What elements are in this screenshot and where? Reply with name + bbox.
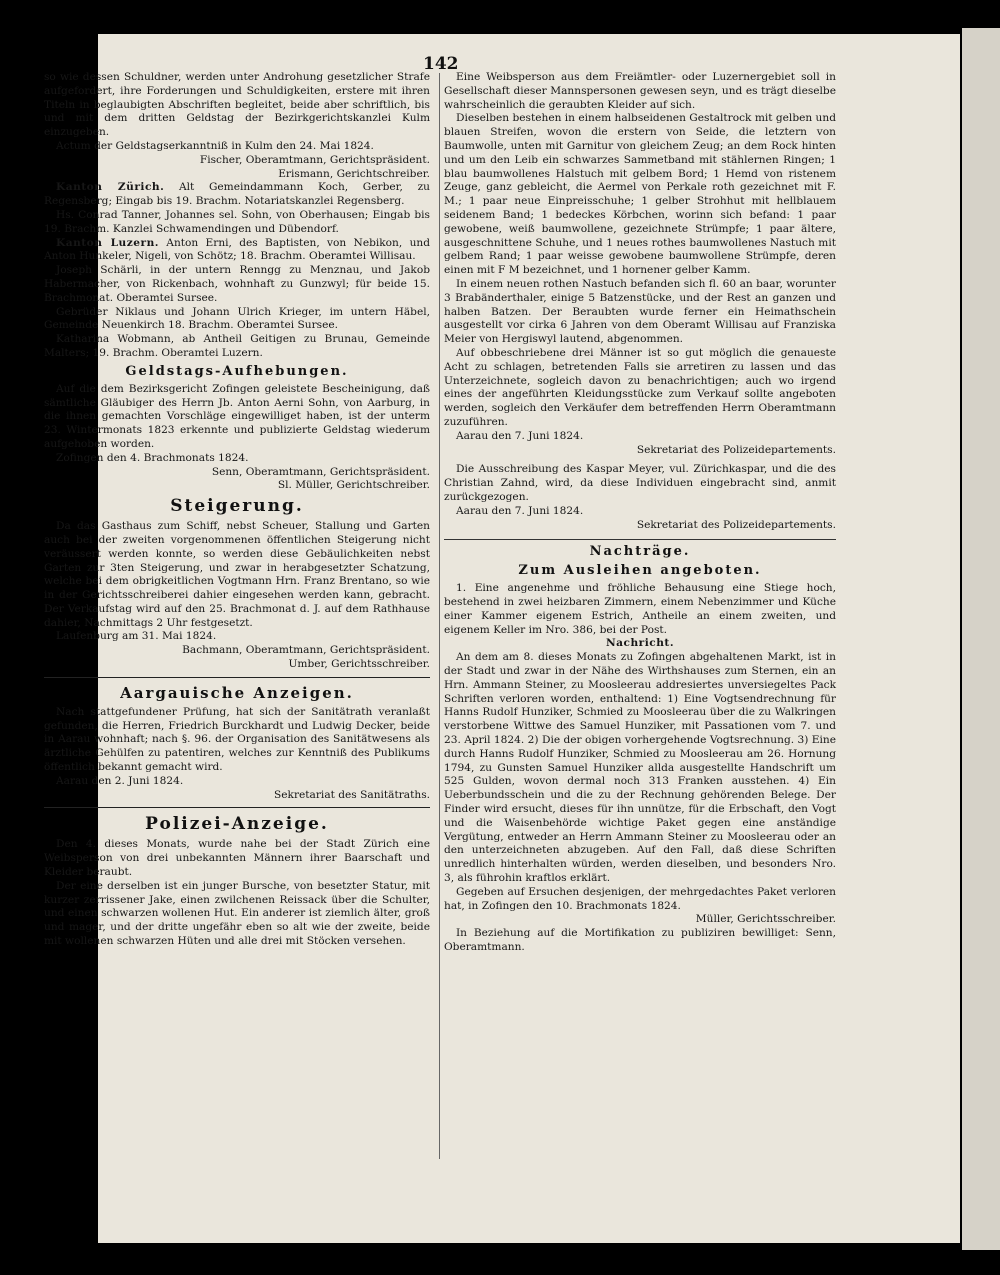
intro-date: Actum der Geldstagserkanntniß in Kulm den 24. Mai 1824. (56, 139, 374, 152)
luzern-text: Anton Erni, des Baptisten, von Nebikon, und Anton Hunkeler, Nigeli, von Schötz; 18. Brachm. Oberamtei Willisau. (44, 236, 430, 263)
section-rule (44, 677, 430, 678)
nachricht-text: An dem am 8. dieses Monats zu Zofingen abgehaltenen Markt, ist in der Stadt und zwar in der Nähe des Wirthshauses zum Sternen, ein an Hrn. Ammann Steiner, zu Moosleerau addresiertes unversiegeltes Pack Schriften verloren worden, enthaltend: 1) Eine Vogtsendrechnung für Hanns Rudolf Hunziker, Schmied zu Moosleerau über die zu Walkringen verstorbene Wittwe des Samuel Hunziker, mit Passationen vom 7. und 23. April 1824. 2) Die der obigen vorhergehende Vogtsrechnung. 3) Eine durch Hanns Rudolf Hunziker, Schmied zu Moosleerau am 26. Hornung 1794, zu Gunsten Samuel Hunziker allda ausgestellte Handschrift um 525 Gulden, wovon dermal noch 313 Franken ausstehen. 4) Ein Ueberbundsschein und die zu der Rechnung gehörenden Belege. Der Finder wird ersucht, dieses für ihn unnütze, für die Erbschaft, den Vogt und die Waisenbehörde wichtige Paket gegen eine anständige Vergütung, entweder an Herrn Ammann Steiner zu Moosleerau oder an den unterzeichneten abzugeben. Auf den Fall, daß diese Schriften unredlich hinterhalten würden, werden dieselben, und besonders Nro. 3, als führohin kraftlos erklärt. (444, 651, 836, 885)
wobmann-notice: Katharina Wobmann, ab Antheil Geitigen zu Brunau, Gemeinde Malters; 19. Brachm. Oberamtei Luzern. (44, 333, 430, 359)
steigerung-signature-1: Bachmann, Oberamtmann, Gerichtspräsident. (182, 644, 430, 657)
geldstag-signature-2: Sl. Müller, Gerichtschreiber. (277, 479, 430, 492)
weib-date: Aarau den 7. Juni 1824. (456, 429, 584, 442)
meyer-date: Aarau den 7. Juni 1824. (456, 504, 584, 517)
aargau-date: Aarau den 2. Juni 1824. (56, 774, 184, 787)
geldstag-text: Auf die dem Bezirksgericht Zofingen geleistete Bescheinigung, daß sämtliche Gläubiger des Herrn Jb. Anton Aerni Sohn, von Aarburg, in die ihnen gemachten Vorschläge eingewilliget haben, ist der unterm 23. Wintermonats 1823 erkennte und publizierte Geldstag wiederum aufgehoben worden. (44, 382, 430, 450)
weib-text-4: Auf obbeschriebene drei Männer ist so gut möglich die genaueste Acht zu schlagen, betretenden Falls sie arretiren zu lassen und das Unterzeichnete, sogleich davon zu benachrichtigen; auch wo irgend eines der angeführten Kleidungsstücke zum Verkauf sollte angeboten werden, sogleich den Verkäufer dem betreffenden Herrn Oberamtmann zuzuführen. (444, 346, 836, 428)
schaerli-notice: Joseph Schärli, in der untern Renngg zu Menznau, und Jakob Habermacher, von Rickenbach, wohnhaft zu Gunzwyl; für beide 15. Brachmonat. Oberamtei Sursee. (44, 264, 430, 304)
polizei-text-2: Der eine derselben ist ein junger Bursche, von besetzter Statur, mit kurzer zerrissener Jake, einen zwilchenen Reissack über die Schulter, und einen schwarzen wollenen Hut. Ein anderer ist ziemlich älter, groß und mager, und der dritte ungefähr eben so alt wie der zweite, beide mit wollenen schwarzen Hüten und alle drei mit Stöcken versehen. (44, 879, 430, 948)
geldstag-signature-1: Senn, Oberamtmann, Gerichtspräsident. (211, 465, 430, 478)
polizei-text-1: Den 4. dieses Monats, wurde nahe bei der Stadt Zürich eine Weibsperson von drei unbekannten Männern ihrer Baarschaft und Kleider beraubt. (44, 838, 430, 879)
weib-text-1: Eine Weibsperson aus dem Freiämtler- oder Luzernergebiet soll in Gesellschaft dieser Mannspersonen gewesen seyn, und es trägt dieselbe wahrscheinlich die geraubten Kleider auf sich. (444, 71, 836, 111)
tanner-notice: Hs. Conrad Tanner, Johannes sel. Sohn, von Oberhausen; Eingab bis 19. Brachm. Kanzlei Schwamendingen und Dübendorf. (44, 208, 430, 235)
aargau-text: Nach stattgefundener Prüfung, hat sich der Sanitätrath veranlaßt gefunden, die Herren, Friedrich Burckhardt und Ludwig Decker, beide in Aarau wohnhaft; nach §. 96. der Organisation des Sanitätwesens als ärztliche Gehülfen zu patentiren, welches zur Kenntniß des Publikums öffentlich bekannt gemacht wird. (44, 705, 430, 774)
nachricht-label (444, 637, 836, 651)
nachtraege-heading: Nachträge. (589, 544, 691, 560)
canton-luzern-label: Kanton Luzern. (56, 236, 159, 249)
section-rule (444, 539, 836, 540)
polizei-heading: Polizei-Anzeige. (145, 814, 329, 835)
meyer-signature: Sekretariat des Polizeidepartements. (636, 518, 836, 531)
mortifikation-text: In Beziehung auf die Mortifikation zu publiziren bewilliget: Senn, Oberamtmann. (444, 927, 836, 954)
ausleihen-text: 1. Eine angenehme und fröhliche Behausung eine Stiege hoch, bestehend in zwei heizbaren Zimmern, einem Nebenzimmer und Küche einer Kammer eigenem Estrich, Antheile an einem zweiten, und eigenem Keller im Nro. 386, bei der Post. (444, 582, 836, 636)
geldstag-date: Zofingen den 4. Brachmonats 1824. (56, 451, 249, 464)
page-number: 142 (423, 54, 459, 74)
weib-text-3: In einem neuen rothen Nastuch befanden sich fl. 60 an baar, worunter 3 Brabänderthaler, einige 5 Batzenstücke, und der Rest an ganzen und halben Batzen. Der Beraubten wurde ferner ein Heimathschein ausgestellt vor cirka 6 Jahren von dem Oberamt Willisau auf Franziska Meier von Hergiswyl lautend, abgenommen. (444, 277, 836, 346)
steigerung-heading: Steigerung. (170, 496, 304, 517)
nachricht-text-2: Gegeben auf Ersuchen desjenigen, der mehrgedachtes Paket verloren hat, in Zofingen den 10. Brachmonats 1824. (444, 885, 836, 912)
intro-text: so wie dessen Schuldner, werden unter Androhung gesetzlicher Strafe aufgefordert, ihre Forderungen und Schuldigkeiten, erstere mit ihren Titeln in beglaubigten Abschriften begleitet, beide aber schriftlich, bis und mit dem dritten Geldstag der Bezirkgerichtskanzlei Kulm einzugeben. (44, 71, 430, 139)
meyer-text: Die Ausschreibung des Kaspar Meyer, vul. Zürichkaspar, und die des Christian Zahnd, wird, da diese Individuen eingebracht sind, anmit zurückgezogen. (444, 463, 836, 503)
next-page-edge (962, 28, 1000, 1250)
column-divider (439, 73, 440, 1159)
intro-signature-1: Fischer, Oberamtmann, Gerichtspräsident. (199, 153, 430, 166)
geldstag-heading: Geldstags-Aufhebungen. (125, 363, 349, 379)
nachricht-signature: Müller, Gerichtsschreiber. (695, 913, 836, 926)
ausleihen-heading: Zum Ausleihen angeboten. (518, 563, 762, 579)
zuerich-notice (44, 181, 430, 209)
steigerung-date: Laufenburg am 31. Mai 1824. (56, 630, 217, 643)
section-rule (44, 807, 430, 808)
zuerich-text: Alt Gemeindammann Koch, Gerber, zu Regensberg; Eingab bis 19. Brachm. Notariatskanzlei Regensberg. (44, 181, 430, 208)
nachricht-label-text: Nachricht. (605, 637, 675, 650)
left-column (44, 71, 430, 949)
right-column (444, 71, 836, 955)
steigerung-signature-2: Umber, Gerichtsschreiber. (288, 658, 430, 671)
aargau-heading: Aargauische Anzeigen. (120, 683, 354, 702)
weib-text-2: Dieselben bestehen in einem halbseidenen Gestaltrock mit gelben und blauen Streifen, wovon die erstern von Seide, die letztern von Baumwolle, unten mit Garnitur von gleichem Zeug; an dem Rock hinten und um den Leib ein schwarzes Sammetband mit stählernen Ringen; 1 blau baumwollenes Halstuch mit gelbem Bord; 1 Hemd von ristenem Zeuge, ganz gebleicht, die Aermel von Perkale roth gezeichnet mit F. M.; 1 paar neue Einpreisschuhe; 1 gelber Strohhut mit hellblauem seidenem Band; 1 bedeckes Körbchen, worinn sich befand: 1 paar gewobene, weiß baumwollene, gezeichnete Strümpfe; 1 paar ältere, ausgeschnittene Schuhe, und 1 neues rothes baumwollenes Nastuch mit gelbem Rand; 1 paar weisse gewobene baumwollene Strümpfe, deren einen mit F M bezeichnet, und 1 hornener gelber Kamm. (444, 112, 836, 277)
steigerung-text: Da das Gasthaus zum Schiff, nebst Scheuer, Stallung und Garten auch bei der zweiten vorgenommenen öffentlichen Steigerung nicht veräussert werden konnte, so werden diese Gebäulichkeiten nebst Garten zur 3ten Steigerung, und zwar in herabgesetzter Schatzung, welche bei dem obrigkeitlichen Vogtmann Hrn. Franz Brentano, so wie in der Gerichtsschreiberei dahier eingesehen werden kann, gebracht. Der Verkaufstag wird auf den 25. Brachmonat d. J. auf dem Rathhause dahier, Nachmittags 2 Uhr festgesetzt. (44, 520, 430, 629)
canton-zuerich-label: Kanton Zürich. (56, 181, 165, 194)
krieger-notice: Gebrüder Niklaus und Johann Ulrich Krieger, im untern Häbel, Gemeinde Neuenkirch 18. Brachm. Oberamtei Sursee. (44, 305, 430, 332)
aargau-signature: Sekretariat des Sanitätraths. (274, 788, 430, 801)
intro-signature-2: Erismann, Gerichtschreiber. (278, 167, 430, 180)
luzern-notice (44, 237, 430, 265)
weib-signature: Sekretariat des Polizeidepartements. (636, 443, 836, 456)
